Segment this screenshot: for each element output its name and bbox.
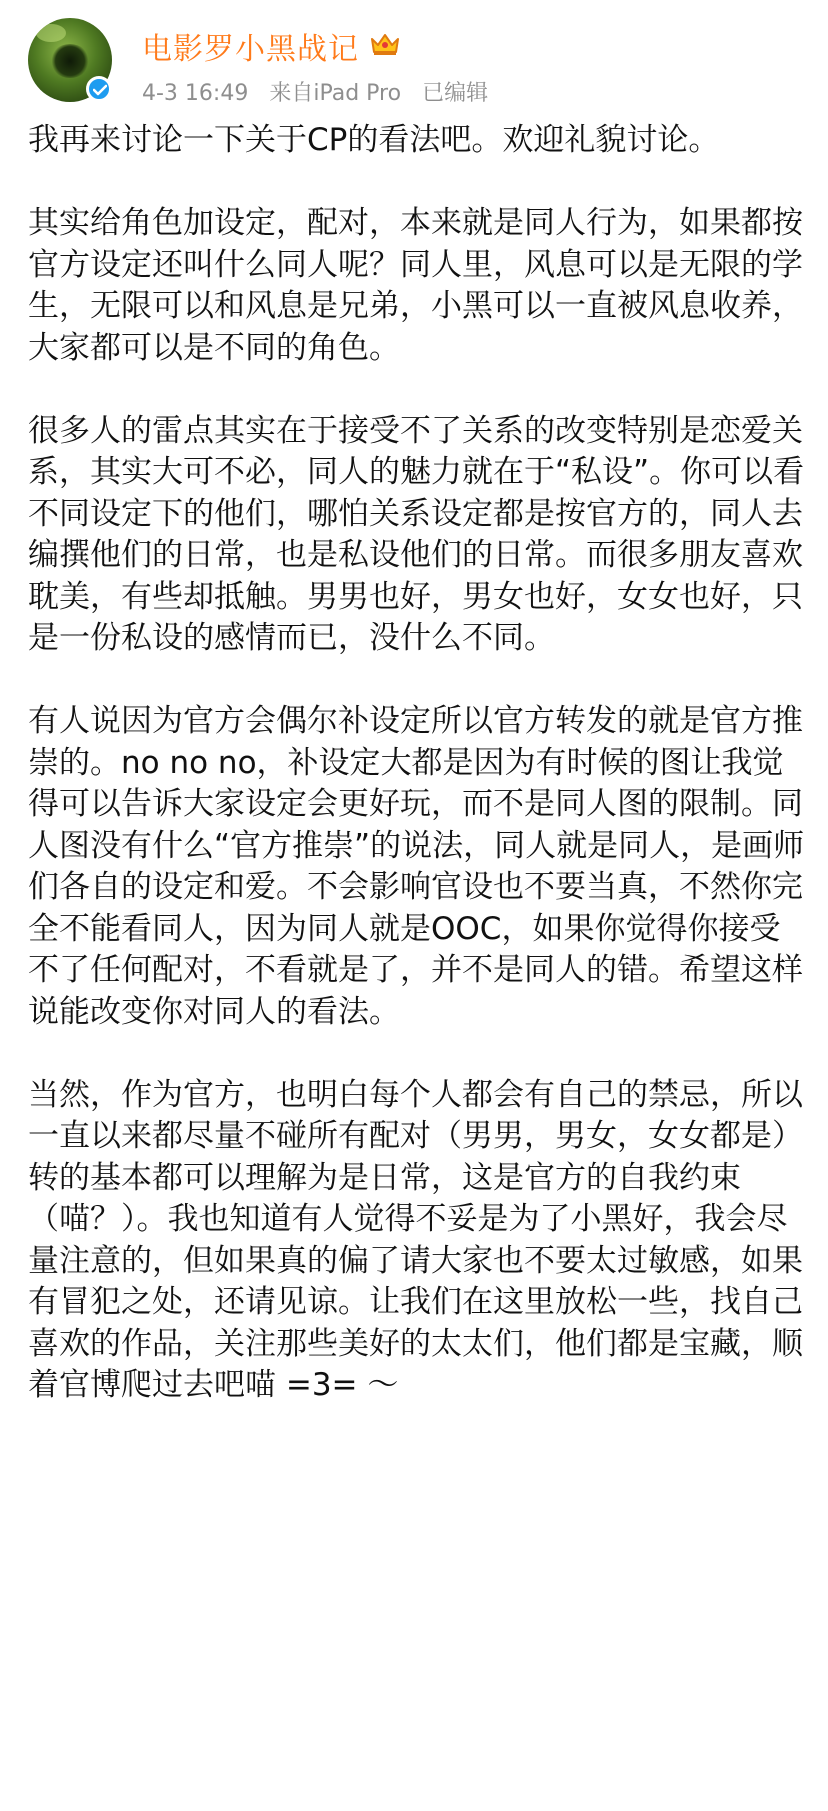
edited-label[interactable]: 已编辑 bbox=[422, 81, 489, 106]
post-paragraph: 我再来讨论一下关于CP的看法吧。欢迎礼貌讨论。 bbox=[28, 122, 720, 158]
post-timestamp: 4-3 16:49 bbox=[142, 81, 249, 106]
post-paragraph: 其实给角色加设定，配对，本来就是同人行为，如果都按官方设定还叫什么同人呢？同人里，风息可以是无限的学生，无限可以和风息是兄弟，小黑可以一直被风息收养，大家都可以是不同的角色。 bbox=[28, 205, 803, 366]
post-paragraph: 有人说因为官方会偶尔补设定所以官方转发的就是官方推崇的。no no no，补设定大都是因为有时候的图让我觉得可以告诉大家设定会更好玩，而不是同人图的限制。同人图没有什么“官方推崇”的说法，同人就是同人，是画师们各自的设定和爱。不会影响官设也不要当真，不然你完全不能看同人，因为同人就是OOC，如果你觉得你接受不了任何配对，不看就是了，并不是同人的错。希望这样说能改变你对同人的看法。 bbox=[28, 703, 805, 1030]
post-meta bbox=[142, 76, 502, 107]
post-paragraph: 很多人的雷点其实在于接受不了关系的改变特别是恋爱关系，其实大可不必，同人的魅力就在于“私设”。你可以看不同设定下的他们，哪怕关系设定都是按官方的，同人去编撰他们的日常，也是私设他们的日常。而很多朋友喜欢耽美，有些却抵触。男男也好，男女也好，女女也好，只是一份私设的感情而已，没什么不同。 bbox=[28, 412, 805, 656]
verified-badge-icon bbox=[86, 76, 112, 102]
post-header bbox=[0, 0, 828, 110]
post-body bbox=[28, 120, 808, 1448]
crown-icon[interactable] bbox=[369, 30, 401, 62]
author-row bbox=[142, 24, 401, 68]
post-paragraph: 当然，作为官方，也明白每个人都会有自己的禁忌，所以一直以来都尽量不碰所有配对（男男，男女，女女都是）转的基本都可以理解为是日常，这是官方的自我约束（喵？）。我也知道有人觉得不妥是为了小黑好，我会尽量注意的，但如果真的偏了请大家也不要太过敏感，如果有冒犯之处，还请见谅。让我们在这里放松一些，找自己喜欢的作品，关注那些美好的太太们，他们都是宝藏，顺着官博爬过去吧喵 =3= ～ bbox=[28, 1076, 803, 1403]
author-name[interactable]: 电影罗小黑战记 bbox=[142, 32, 359, 67]
post-source: 来自iPad Pro bbox=[269, 81, 402, 106]
